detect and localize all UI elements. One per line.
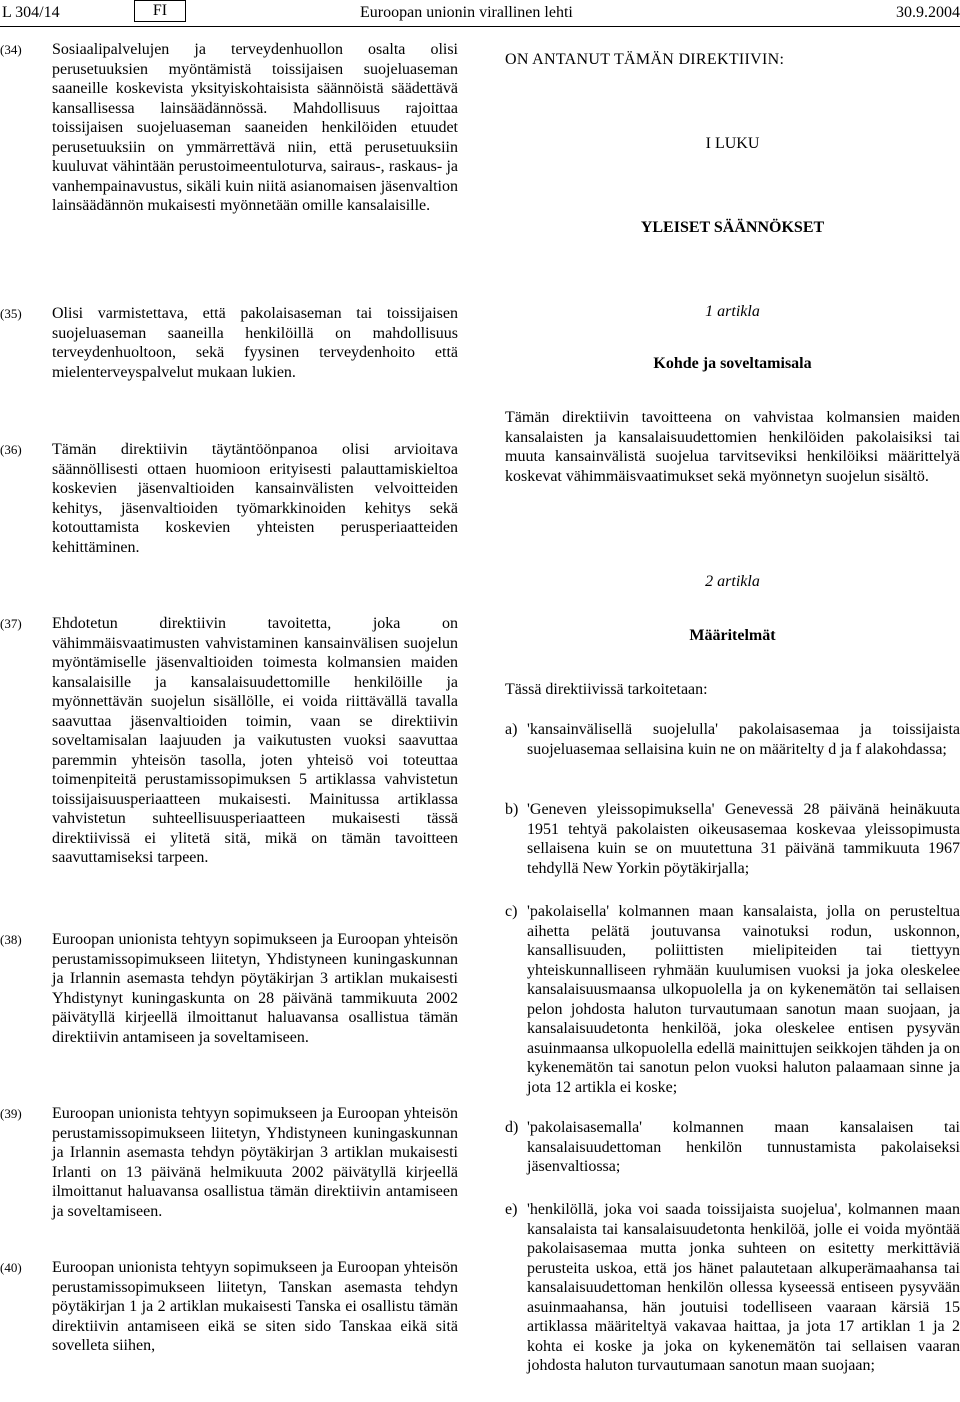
- item-text: 'Geneven yleissopimuksella' Genevessä 28 päivänä heinäkuuta 1951 tehtyä pakolaisten oikeusasemaa koskevaa yleissopimusta sellaisena kuin se on muutettuna 31 päivänä tammikuuta 1967 tehdyllä New Yorkin pöytäkirjalla;: [527, 801, 960, 877]
- recital-number: (35): [0, 306, 22, 321]
- item-label: e): [505, 1201, 518, 1218]
- recital-38: [0, 930, 458, 1047]
- recital-text: Ehdotetun direktiivin tavoitetta, joka on vähimmäisvaatimusten vahvistaminen kansainvälisen suojelun myöntämiselle jäsenvaltioiden toimesta kolmansien maiden kansalaisille ja kansalaisuudettomille henkilöille ja myönnettävän suojelun sisällölle, ei voida riittävällä tavalla saavuttaa jäsenvaltioiden toimin, vaan se direktiivin soveltamisalan laajuuden ja vaikutusten vuoksi saavuttaa paremmin yhteisön tasolla, joten yhteisö voi toteuttaa toimenpiteitä perustamissopimuksen 5 artiklassa vahvistetun toissijaisuusperiaatteen mukaisesti. Mainitussa artiklassa vahvistetun suhteellisuusperiaatteen mukaisesti tässä direktiivissä ei ylitetä sitä, mikä on tämän tavoitteen saavuttamiseksi tarpeen.: [52, 615, 458, 866]
- item-label: c): [505, 903, 518, 920]
- header-rule: [0, 26, 960, 27]
- article-1-title: Kohde ja soveltamisala: [653, 355, 812, 372]
- recital-text: Olisi varmistettava, että pakolaisaseman tai toissijaisen suojeluaseman saaneilla henkilöillä on mahdollisuus terveydenhuoltoon, sekä fyysinen terveydenhoito että mielenterveyspalvelut mukaan lukien.: [52, 305, 458, 381]
- item-text: 'henkilöllä, joka voi saada toissijaista suojelua', kolmannen maan kansalaista tai kansalaisuudetonta henkilöä, jolle ei voida myöntää pakolaisasemaa mutta jonka suhteen on esitetty merkittäviä perusteita uskoa, että jos hänet palautetaan alkuperämaahansa tai kansalaisuudettoman henkilön ollessa kyseessä entiseen pysyvään asuinmaahansa, hän joutuisi todelliseen vaaraan kärsiä 15 artiklassa määriteltyä vakavaa haittaa, ja jota 17 artiklan 1 ja 2 kohta ei koske ja joka on kykenemätön tai sellaisen vaaran johdosta haluton turvautumaan sanotun maan suojaan;: [527, 1201, 960, 1374]
- recital-40: [0, 1258, 458, 1356]
- article-2-intro: Tässä direktiivissä tarkoitetaan:: [505, 681, 708, 698]
- recital-number: (36): [0, 442, 22, 457]
- enacting-formula: ON ANTANUT TÄMÄN DIREKTIIVIN:: [505, 51, 785, 68]
- item-text: 'kansainvälisellä suojelulla' pakolaisasemaa ja toissijaista suojeluasemaa sellaisina kuin ne on määritelty d ja f alakohdassa;: [527, 721, 960, 758]
- recital-text: Euroopan unionista tehtyyn sopimukseen ja Euroopan yhteisön perustamissopimukseen liitetyn, Tanskan asemasta tehdyn pöytäkirjan 1 ja 2 artiklan mukaisesti Tanska ei osallistu tämän direktiivin antamiseen eikä se siten sido Tanskaa eikä sitä sovelleta siihen,: [52, 1259, 458, 1354]
- item-label: d): [505, 1119, 519, 1136]
- recital-text: Sosiaalipalvelujen ja terveydenhuollon osalta olisi perusetuuksien myöntämistä toissijaisen suojeluaseman saaneille koskevista yksityiskohtaisista säännöistä säädettävä kansallisessa lainsäädännössä. Mahdollisuus rajoittaa toissijaisen suojeluaseman saaneiden henkilöiden etuudet perusetuuksiin on ymmärrettävä niin, että perusetuuksiin kuuluvat vähintään perustoimeentuloturva, sairaus-, raskaus- ja vanhempainavustus, sikäli kuin niitä asianomaisen jäsenvaltion lainsäädännön mukaisesti myönnetään omille kansalaisille.: [52, 41, 458, 214]
- recital-36: [0, 440, 458, 557]
- recital-35: [0, 304, 458, 382]
- item-label: a): [505, 721, 518, 738]
- definition-item-d: [505, 1118, 960, 1177]
- recital-number: (38): [0, 932, 22, 947]
- recital-34: [0, 40, 458, 216]
- definition-item-e: [505, 1200, 960, 1376]
- page-header: [0, 0, 960, 26]
- recital-number: (34): [0, 42, 22, 57]
- recital-text: Euroopan unionista tehtyyn sopimukseen ja Euroopan yhteisön perustamissopimukseen liitetyn, Yhdistyneen kuningaskunnan ja Irlannin asemasta tehdyn pöytäkirjan 3 artiklan mukaisesti Irlanti on 13 päivänä helmikuuta 2002 päivätyllä kirjeellä ilmoittanut haluavansa osallistua tämän direktiivin antamiseen ja soveltamiseen.: [52, 1105, 458, 1220]
- item-text: 'pakolaisasemalla' kolmannen maan kansalaisen tai kansalaisuudettoman henkilön tunnustamista pakolaiseksi jäsenvaltiossa;: [527, 1119, 960, 1175]
- item-label: b): [505, 801, 519, 818]
- recital-text: Tämän direktiivin täytäntöönpanoa olisi arvioitava säännöllisesti ottaen huomioon erityisesti palauttamiskieltoa koskevien jäsenvaltioiden kansainvälisten velvoitteiden kehitys, jäsenvaltioiden työmarkkinoiden kehitys sekä kotouttamista koskevien yhteisten perusperiaatteiden kehittäminen.: [52, 441, 458, 556]
- recital-39: [0, 1104, 458, 1221]
- recital-text: Euroopan unionista tehtyyn sopimukseen ja Euroopan yhteisön perustamissopimukseen liitetyn, Yhdistyneen kuningaskunnan ja Irlannin asemasta tehdyn pöytäkirjan 3 artiklan mukaisesti Yhdistynyt kuningaskunta on 28 päivänä tammikuuta 2002 päivätyllä kirjeellä ilmoittanut haluavansa osallistua tämän direktiivin antamiseen ja soveltamiseen.: [52, 931, 458, 1046]
- journal-title: Euroopan unionin virallinen lehti: [360, 4, 573, 21]
- article-2-title: Määritelmät: [689, 627, 776, 644]
- page-reference: L 304/14: [2, 4, 60, 21]
- definition-item-b: [505, 800, 960, 878]
- article-2-number: 2 artikla: [705, 573, 760, 590]
- definition-item-c: [505, 902, 960, 1097]
- article-1-text: Tämän direktiivin tavoitteena on vahvistaa kolmansien maiden kansalaisten ja kansalaisuudettomien henkilöiden pakolaisiksi tai muuta kansainvälistä suojelua tarvitseviksi henkilöiksi määrittelyä koskevat vähimmäisvaatimukset sekä myönnetyn suojelun sisältö.: [505, 409, 960, 485]
- chapter-title: YLEISET SÄÄNNÖKSET: [640, 219, 825, 236]
- recital-number: (40): [0, 1260, 22, 1275]
- recital-number: (39): [0, 1106, 22, 1121]
- chapter-number: I LUKU: [705, 135, 760, 152]
- recital-number: (37): [0, 616, 22, 631]
- item-text: 'pakolaisella' kolmannen maan kansalaista, jolla on perusteltua aihetta pelätä joutuvansa vainotuksi rodun, uskonnon, kansallisuuden, poliittisten mielipiteiden tai tiettyyn yhteiskunnalliseen ryhmään kuulumisen vuoksi ja joka oleskelee kansalaisuusmaansa ulkopuolella ja on kykenemätön tai sellaisen pelon johdosta haluton turvautumaan sanotun maan suojaan, ja kansalaisuudetonta henkilöä, joka oleskelee entisen pysyvän asuinmaansa ulkopuolella edellä mainittujen seikkojen tähden ja on kykenemätön tai sanotun pelon vuoksi haluton palaamaan sinne ja jota 12 artikla ei koske;: [527, 903, 960, 1096]
- definition-item-a: [505, 720, 960, 759]
- article-1-number: 1 artikla: [705, 303, 760, 320]
- recital-37: [0, 614, 458, 868]
- language-badge: FI: [134, 0, 186, 22]
- publication-date: 30.9.2004: [896, 4, 960, 21]
